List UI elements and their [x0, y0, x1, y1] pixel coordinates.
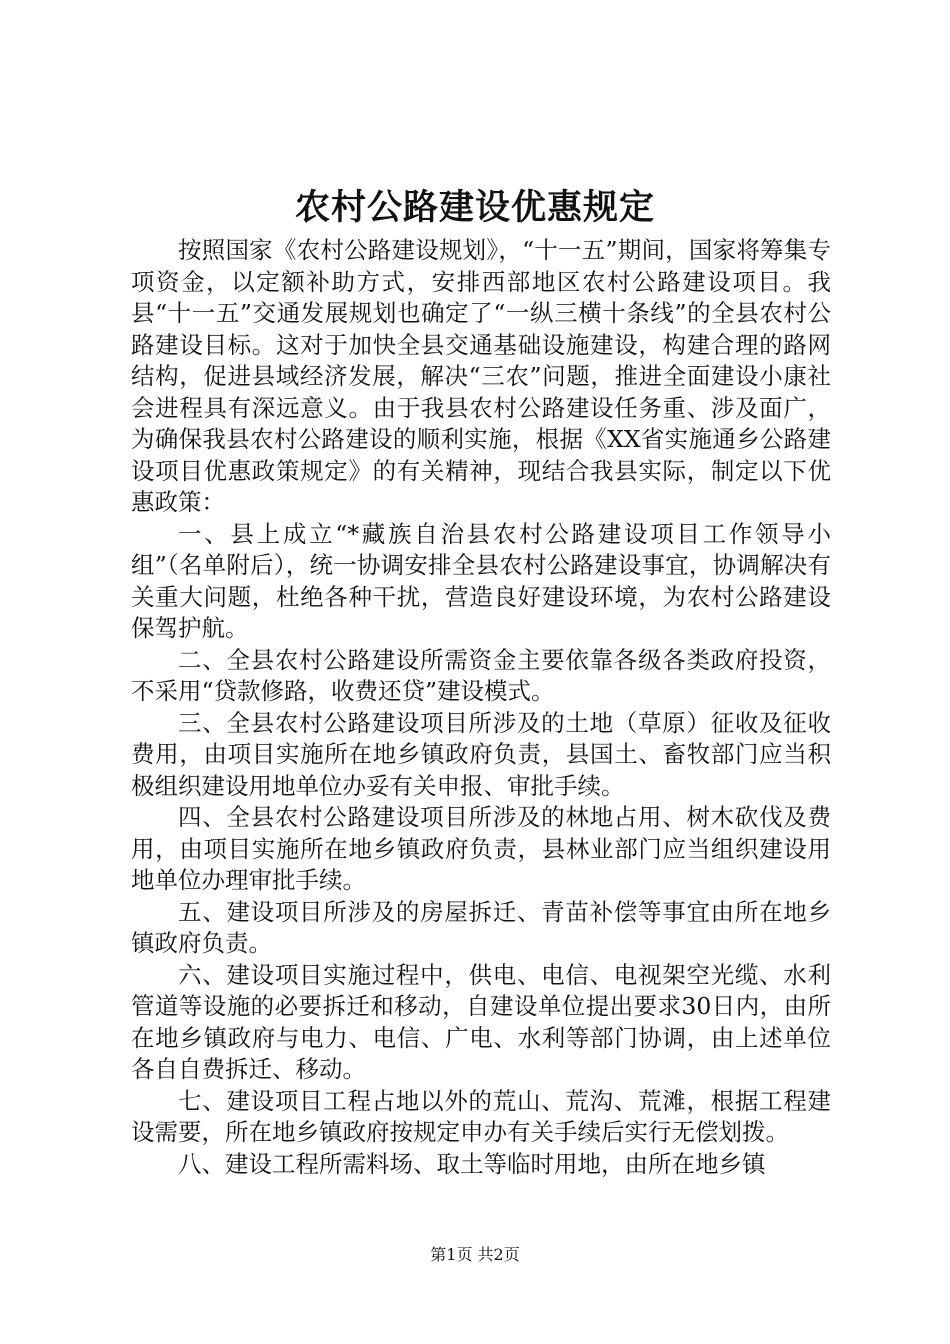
document-title: 农村公路建设优惠规定 [294, 187, 655, 228]
paragraph-item-4: 四、全县农村公路建设项目所涉及的林地占用、树木砍伐及费用，由项目实施所在地乡镇政府负责，县林业部门应当组织建设用地单位办理审批手续。 [131, 803, 831, 894]
paragraph-item-3: 三、全县农村公路建设项目所涉及的土地（草原）征收及征收费用，由项目实施所在地乡镇政府负责，县国土、畜牧部门应当积极组织建设用地单位办妥有关申报、审批手续。 [131, 708, 831, 800]
paragraph-item-8: 八、建设工程所需料场、取土等临时用地，由所在地乡镇 [178, 1149, 766, 1178]
paragraph-intro: 按照国家《农村公路建设规划》，“十一五”期间，国家将筹集专项资金，以定额补助方式，安排西部地区农村公路建设项目。我县“十一五”交通发展规划也确定了“一纵三横十条线”的全县农村公路建设目标。这对于加快全县交通基础设施建设，构建合理的路网结构，促进县域经济发展，解决“三农”问题，推进全面建设小康社会进程具有深远意义。由于我县农村公路建设任务重、涉及面广，为确保我县农村公路建设的顺利实施，根据《XX省实施通乡公路建设项目优惠政策规定》的有关精神，现结合我县实际，制定以下优惠政策： [131, 236, 831, 516]
paragraph-item-2: 二、全县农村公路建设所需资金主要依靠各级各类政府投资，不采用“贷款修路，收费还贷”建设模式。 [131, 645, 831, 705]
paragraph-item-1: 一、县上成立“*藏族自治县农村公路建设项目工作领导小组”（名单附后），统一协调安排全县农村公路建设事宜，协调解决有关重大问题，杜绝各种干扰，营造良好建设环境，为农村公路建设保驾护航。 [131, 519, 831, 642]
paragraph-item-7: 七、建设项目工程占地以外的荒山、荒沟、荒滩，根据工程建设需要，所在地乡镇政府按规定申办有关手续后实行无偿划拨。 [131, 1086, 831, 1146]
paragraph-item-5: 五、建设项目所涉及的房屋拆迁、青苗补偿等事宜由所在地乡镇政府负责。 [131, 897, 831, 957]
paragraph-item-6: 六、建设项目实施过程中，供电、电信、电视架空光缆、水利管道等设施的必要拆迁和移动，自建设单位提出要求30日内，由所在地乡镇政府与电力、电信、广电、水利等部门协调，由上述单位各自自费拆迁、移动。 [131, 960, 831, 1083]
document-body [131, 235, 831, 1180]
page-footer: 第1页 共2页 [430, 1245, 520, 1264]
